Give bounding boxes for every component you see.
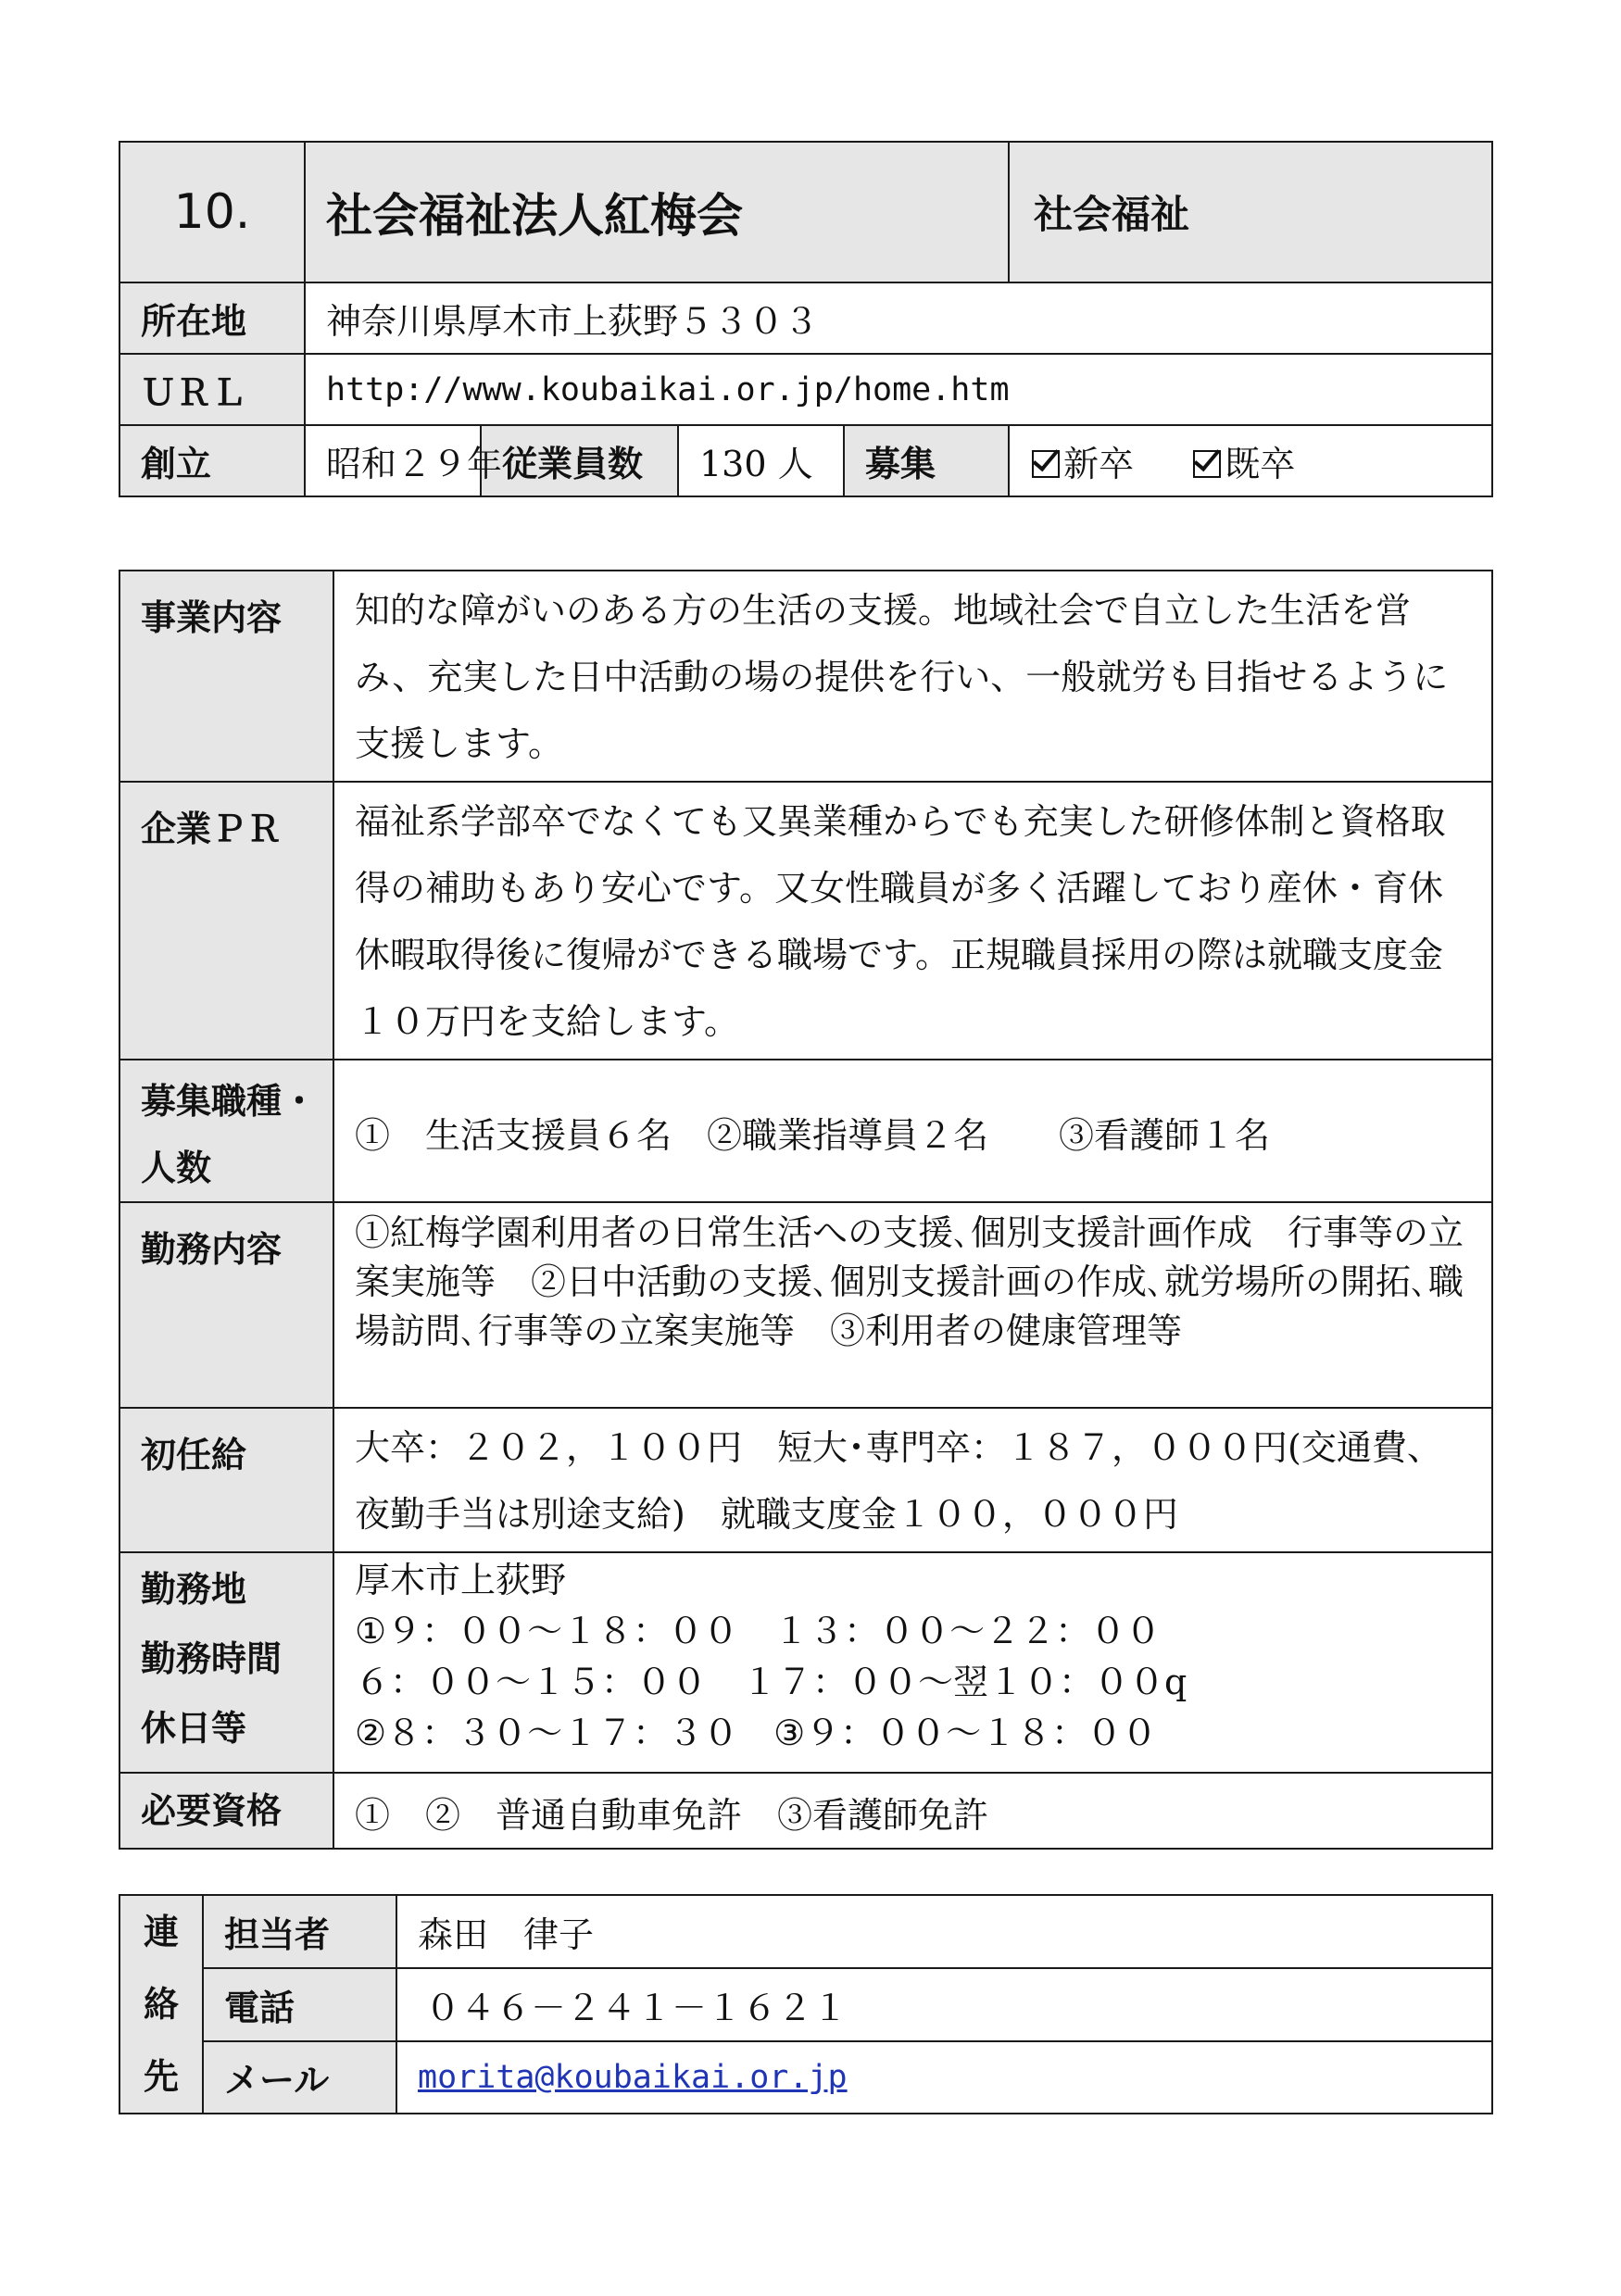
work-line: 厚木市上荻野 [355, 1560, 567, 1601]
email-link[interactable]: morita@koubaikai.or.jp [418, 2058, 848, 2096]
salary-label: 初任給 [119, 1408, 333, 1552]
recruit-label: 募集 [844, 425, 1009, 496]
salary-value: 大卒：２０２，１００円 短大･専門卒：１８７，０００円(交通費、夜勤手当は別途支給) 就職支度金１００，０００円 [333, 1408, 1492, 1552]
entry-number: 10. [119, 142, 305, 282]
industry: 社会福祉 [1009, 142, 1492, 282]
company-header-table [119, 141, 1493, 497]
qualification-value: ① ② 普通自動車免許 ③看護師免許 [333, 1773, 1492, 1849]
organization-name: 社会福祉法人紅梅会 [305, 142, 1009, 282]
job-details-table [119, 570, 1493, 1850]
employees-value: 130 人 [678, 425, 844, 496]
positions-label: 募集職種・人数 [119, 1060, 333, 1202]
employees-label: 従業員数 [481, 425, 678, 496]
recruit-new: 新卒 [1063, 444, 1135, 484]
url-label: ＵＲＬ [119, 354, 305, 425]
email-label: メール [203, 2041, 396, 2114]
duties-value: ①紅梅学園利用者の日常生活への支援､個別支援計画作成 行事等の立案実施等 ②日中活動の支援､個別支援計画の作成､就労場所の開拓､職場訪問､行事等の立案実施等 ③利用者の健康管理等 [333, 1202, 1492, 1408]
contact-side-label [119, 1895, 203, 2114]
qualification-label: 必要資格 [119, 1773, 333, 1849]
recruit-options [1009, 425, 1492, 496]
work-hours-label: 勤務時間 [141, 1638, 283, 1680]
founded-value: 昭和２９年 [305, 425, 481, 496]
work-line: ①９：００～１８：００ １３：００～２２：００ [355, 1611, 1162, 1652]
contact-table [119, 1894, 1493, 2114]
pr-label: 企業ＰＲ [119, 782, 333, 1060]
business-value: 知的な障がいのある方の生活の支援。地域社会で自立した生活を営み、充実した日中活動の場の提供を行い、一般就労も目指せるように支援します。 [333, 571, 1492, 782]
contact-side-char: 先 [143, 2056, 179, 2097]
founded-label: 創立 [119, 425, 305, 496]
duties-label: 勤務内容 [119, 1202, 333, 1408]
holidays-label: 休日等 [141, 1708, 247, 1750]
contact-side-char: 連 [143, 1912, 179, 1952]
location-value: 神奈川県厚木市上荻野５３０３ [305, 282, 1492, 354]
business-label: 事業内容 [119, 571, 333, 782]
checkbox-checked-icon [1032, 450, 1060, 478]
work-line: ６：００～１５：００ １７：００～翌１０：００q [355, 1662, 1187, 1703]
pr-value: 福祉系学部卒でなくても又異業種からでも充実した研修体制と資格取得の補助もあり安心です。又女性職員が多く活躍しており産休・育休休暇取得後に復帰ができる職場です。正規職員採用の際は就職支度金１０万円を支給します。 [333, 782, 1492, 1060]
work-labels [119, 1552, 333, 1773]
work-values [333, 1552, 1492, 1773]
phone-value: ０４６－２４１－１６２１ [396, 1968, 1492, 2040]
positions-value: ① 生活支援員６名 ②職業指導員２名 ③看護師１名 [333, 1060, 1492, 1202]
checkbox-checked-icon [1193, 450, 1221, 478]
work-line: ②８：３０～１７：３０ ③９：００～１８：００ [355, 1713, 1158, 1754]
person-value: 森田 律子 [396, 1895, 1492, 1968]
work-location-label: 勤務地 [141, 1569, 247, 1611]
phone-label: 電話 [203, 1968, 396, 2040]
contact-side-char: 絡 [143, 1984, 179, 2025]
location-label: 所在地 [119, 282, 305, 354]
url-value[interactable]: http://www.koubaikai.or.jp/home.htm [305, 354, 1492, 425]
person-label: 担当者 [203, 1895, 396, 1968]
recruit-experienced: 既卒 [1225, 444, 1296, 484]
